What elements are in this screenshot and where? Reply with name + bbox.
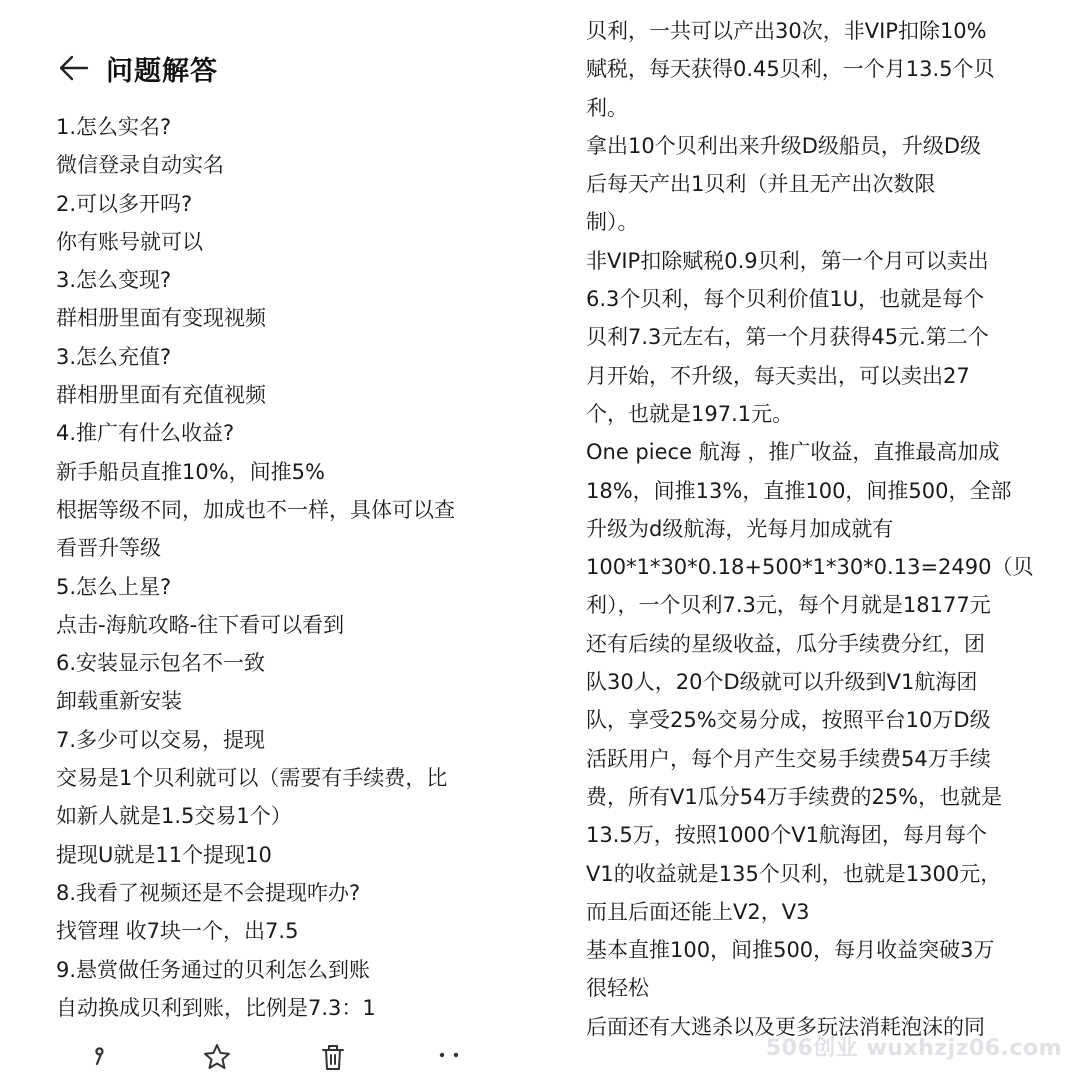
qa-line: 4.推广有什么收益? (56, 421, 235, 446)
qa-line: 自动换成贝利到账，比例是7.3：1 (56, 995, 376, 1020)
qa-list (56, 108, 506, 1027)
text-line: 贝利7.3元左右，第一个月获得45元.第二个 (586, 325, 989, 350)
text-line: 很轻松 (586, 976, 649, 1001)
qa-line: 8.我看了视频还是不会提现咋办? (56, 880, 361, 905)
text-line: 拿出10个贝利出来升级D级船员，升级D级 (586, 133, 982, 158)
trash-icon (318, 1041, 348, 1073)
qa-line: 找管理 收7块一个，出7.5 (56, 919, 299, 944)
qa-line: 卸载重新安装 (56, 689, 182, 714)
qa-line: 9.悬赏做任务通过的贝利怎么到账 (56, 957, 371, 982)
text-line: 个，也就是197.1元。 (586, 401, 794, 426)
page-title: 问题解答 (106, 55, 218, 87)
app-header (56, 44, 218, 92)
qa-line: 交易是1个贝利就可以（需要有手续费，比 (56, 766, 448, 791)
watermark: 506创业 wuxhzjz06.com (765, 1036, 1062, 1061)
qa-line: 提现U就是11个提现10 (56, 842, 272, 867)
text-line: 13.5万，按照1000个V1航海团，每月每个 (586, 823, 987, 848)
qa-line: 2.可以多开吗? (56, 191, 193, 216)
qa-line: 6.安装显示包名不一致 (56, 651, 266, 676)
star-icon (201, 1041, 233, 1073)
bottom-toolbar (0, 1034, 540, 1080)
qa-line: 群相册里面有变现视频 (56, 306, 266, 331)
text-line: 利。 (586, 95, 628, 120)
text-line: One piece 航海 ，推广收益，直推最高加成 (586, 440, 1000, 465)
text-line: 后面还有大逃杀以及更多玩法消耗泡沫的同 (586, 1014, 985, 1039)
qa-line: 3.怎么变现? (56, 268, 172, 293)
text-line: 贝利，一共可以产出30次，非VIP扣除10% (586, 19, 987, 43)
more-button[interactable] (432, 1040, 466, 1074)
text-line: 还有后续的星级收益，瓜分手续费分红，团 (586, 631, 985, 656)
qa-line: 1.怎么实名? (56, 115, 172, 139)
text-line: 费，所有V1瓜分54万手续费的25%，也就是 (586, 784, 1003, 809)
text-line: 活跃用户，每个月产生交易手续费54万手续 (586, 746, 991, 771)
more-dots-icon (434, 1047, 464, 1067)
pen-icon (84, 1042, 114, 1072)
continued-text-block (586, 12, 1036, 1046)
arrow-left-icon (58, 54, 90, 82)
text-line: 6.3个贝利，每个贝利价值1U，也就是每个 (586, 287, 985, 312)
qa-line: 如新人就是1.5交易1个） (56, 804, 292, 829)
text-line: 利），一个贝利7.3元，每个月就是18177元 (586, 593, 991, 618)
back-button[interactable] (56, 50, 92, 86)
text-line: 而且后面还能上V2，V3 (586, 899, 810, 924)
text-line: 升级为d级航海，光每月加成就有 (586, 516, 894, 541)
text-line: 月开始，不升级，每天卖出，可以卖出27 (586, 363, 970, 388)
text-line: 制）。 (586, 210, 639, 235)
qa-line: 点击-海航攻略-往下看可以看到 (56, 612, 345, 637)
text-line: 队，享受25%交易分成，按照平台10万D级 (586, 708, 991, 733)
favorite-button[interactable] (200, 1040, 234, 1074)
qa-line: 3.怎么充值? (56, 344, 172, 369)
text-line: 18%，间推13%，直推100，间推500，全部 (586, 478, 1012, 503)
text-line: 非VIP扣除赋税0.9贝利，第一个月可以卖出 (586, 248, 989, 273)
qa-line: 根据等级不同，加成也不一样，具体可以查 (56, 497, 455, 522)
text-line: V1的收益就是135个贝利，也就是1300元， (586, 861, 1002, 886)
qa-line: 5.怎么上星? (56, 574, 172, 599)
qa-line: 微信登录自动实名 (56, 153, 224, 178)
text-line: 赋税，每天获得0.45贝利，一个月13.5个贝 (586, 57, 995, 82)
pen-tool-button[interactable] (82, 1040, 116, 1074)
right-screenshot-panel (540, 0, 1080, 1080)
qa-line: 你有账号就可以 (56, 229, 203, 254)
text-line: 后每天产出1贝利（并且无产出次数限 (586, 172, 936, 197)
qa-line: 看晋升等级 (56, 536, 161, 561)
delete-button[interactable] (316, 1040, 350, 1074)
qa-line: 群相册里面有充值视频 (56, 383, 266, 408)
text-line: 基本直推100，间推500，每月收益突破3万 (586, 938, 995, 963)
text-line: 队30人，20个D级就可以升级到V1航海团 (586, 670, 978, 695)
text-line: 100*1*30*0.18+500*1*30*0.13=2490（贝 (586, 555, 1034, 580)
qa-line: 新手船员直推10%，间推5% (56, 459, 325, 484)
qa-line: 7.多少可以交易，提现 (56, 727, 266, 752)
